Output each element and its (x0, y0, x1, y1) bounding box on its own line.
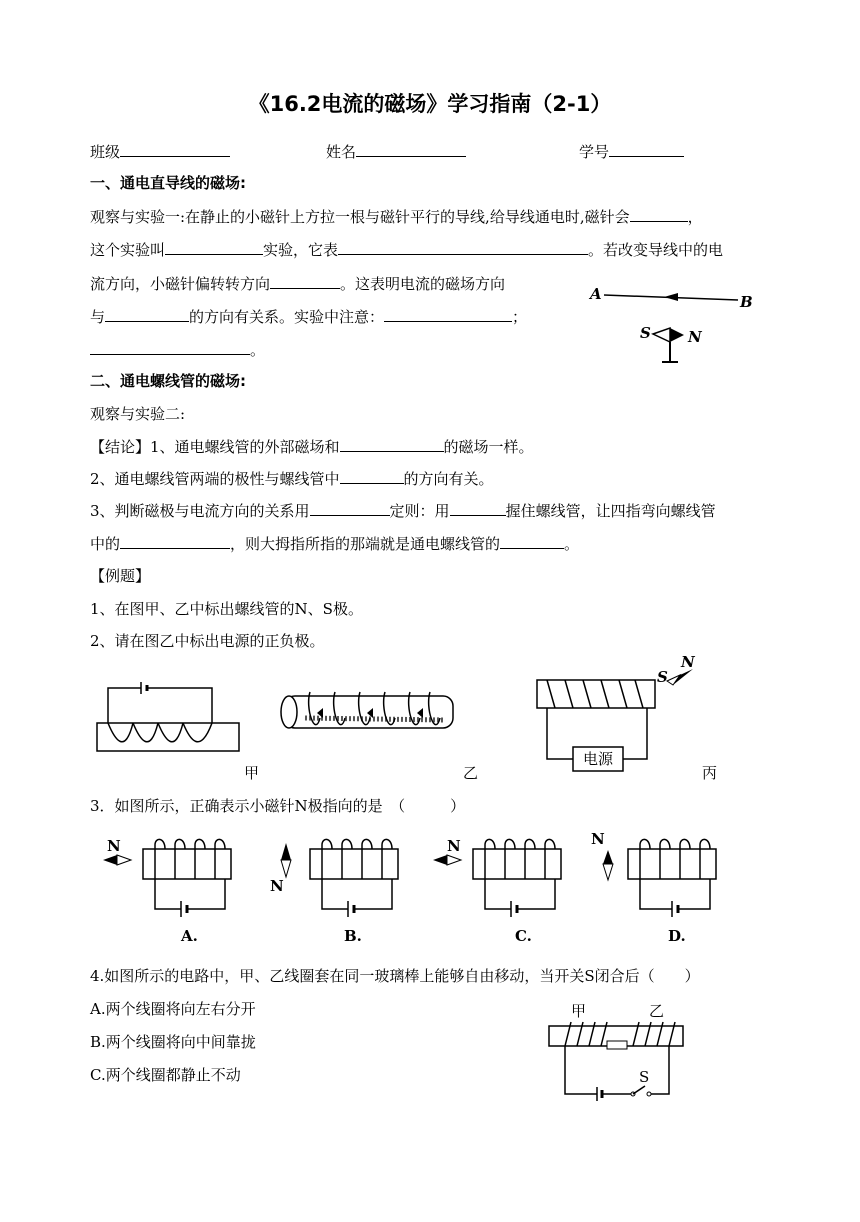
q4-wire-l (565, 1046, 597, 1094)
q3a-core (143, 849, 231, 879)
q3d-needle-s-icon (603, 864, 613, 880)
wire-label-a: A (590, 285, 602, 303)
s2-c4a: 中的 (90, 535, 121, 553)
s2-c2 (90, 467, 494, 489)
q3c-n-label: N (447, 837, 461, 855)
q3d-n-label: N (591, 830, 605, 848)
q3d-coil (640, 839, 710, 879)
s1-line3 (90, 272, 505, 294)
label-jia: 甲 (244, 764, 260, 782)
jia-wire-right (147, 688, 212, 723)
id-field (579, 140, 684, 162)
label-bing: 丙 (702, 764, 718, 782)
s1-line2 (90, 238, 723, 260)
s2-c1 (90, 435, 534, 457)
compass-needle-n-icon (670, 328, 684, 342)
figure-jia (95, 680, 245, 755)
s2-blank4[interactable] (450, 499, 506, 516)
s2-c4b: ，则大拇指所指的那端就是通电螺线管的 (230, 535, 501, 553)
q3b-needle-icon (281, 843, 291, 860)
jia-coil (108, 723, 212, 742)
q3b-wire-l (322, 879, 348, 909)
q4-option-b: B.两个线圈将向中间靠拢 (90, 1033, 256, 1051)
s2-c3b: 定则：用 (389, 502, 450, 520)
compass-label-n: N (688, 328, 702, 346)
compass-label-s: S (640, 324, 651, 342)
q3a-needle-s-icon (117, 855, 131, 865)
name-label: 姓名 (326, 143, 357, 161)
s1-line5 (90, 338, 265, 360)
s1-line2a: 这个实验叫 (90, 241, 166, 259)
wire-label-b: B (740, 293, 753, 311)
q3b-needle-s-icon (281, 860, 291, 877)
s1-line4a: 与 (90, 308, 106, 326)
q3d-label: D. (668, 927, 686, 945)
s2-blank5[interactable] (120, 532, 230, 549)
s2-c2b: 的方向有关。 (403, 470, 494, 488)
q3a-label: A. (181, 927, 198, 945)
q3c-needle-icon (433, 855, 447, 865)
wire-arrow-icon (664, 293, 678, 301)
s2-c2a: 2、通电螺线管两端的极性与螺线管中 (90, 470, 340, 488)
name-blank[interactable] (356, 140, 466, 157)
q3a-wire-l (155, 879, 181, 909)
s1-blank7[interactable] (90, 338, 250, 355)
q4-switch-contact (647, 1092, 651, 1096)
q3c-core (473, 849, 561, 879)
q4-text: 4.如图所示的电路中，甲、乙线圈套在同一玻璃棒上能够自由移动，当开关S闭合后（ ） (90, 967, 700, 985)
yi-rod-end (281, 696, 297, 728)
q3b-coil (322, 839, 392, 879)
q3-option-c (425, 835, 575, 945)
q3a-coil (155, 839, 225, 879)
s1-blank4[interactable] (270, 272, 340, 289)
q3c-coil (485, 839, 555, 879)
q4-label-jia: 甲 (571, 1002, 587, 1020)
s2-c1a: 【结论】1、通电螺线管的外部磁场和 (90, 438, 340, 456)
s1-line1-end: ， (687, 208, 703, 226)
section2-heading: 二、通电螺线管的磁场: (90, 372, 246, 390)
q4-label-yi: 乙 (649, 1002, 665, 1020)
compass-needle-icon (653, 328, 670, 342)
figure-bing (535, 655, 705, 775)
q3-text: 3．如图所示，正确表示小磁针N极指向的是 （ ） (90, 797, 466, 815)
q3b-n-label: N (270, 877, 284, 895)
class-blank[interactable] (120, 140, 230, 157)
q4-option-c: C.两个线圈都静止不动 (90, 1066, 241, 1084)
s2-c3a: 3、判断磁极与电流方向的关系用 (90, 502, 310, 520)
q4-gap (607, 1041, 627, 1049)
jia-wire-left (108, 688, 141, 723)
id-blank[interactable] (609, 140, 684, 157)
bing-power-label: 电源 (582, 750, 614, 768)
bing-coil (547, 680, 643, 708)
q3c-label: C. (515, 927, 532, 945)
s1-blank2[interactable] (165, 238, 263, 255)
q4-wire-r (651, 1046, 669, 1094)
q3c-needle-s-icon (447, 855, 461, 865)
q3d-wire-r (678, 879, 710, 909)
q3a-wire-r (187, 879, 225, 909)
s1-line5-end: 。 (250, 341, 266, 359)
q4-figure (545, 998, 695, 1103)
q3b-label: B. (344, 927, 362, 945)
q3d-wire-l (640, 879, 672, 909)
page-title: 《16.2电流的磁场》学习指南（2-1） (248, 92, 612, 116)
bing-core (537, 680, 655, 708)
s1-line2b: 实验，它表 (263, 241, 339, 259)
q3a-needle-icon (103, 855, 117, 865)
q3c-wire-l (485, 879, 511, 909)
s2-blank3[interactable] (310, 499, 390, 516)
q3b-wire-r (354, 879, 392, 909)
s2-c3 (90, 499, 716, 521)
name-field (326, 140, 466, 162)
q3b-core (310, 849, 398, 879)
s1-line4 (90, 305, 527, 327)
q3d-needle-icon (603, 850, 613, 864)
s2-c3c: 握住螺线管，让四指弯向螺线管 (505, 502, 716, 520)
s2-blank6[interactable] (500, 532, 564, 549)
example-q2: 2、请在图乙中标出电源的正负极。 (90, 632, 325, 650)
figure-yi (275, 688, 465, 748)
q3a-n-label: N (107, 837, 121, 855)
id-label: 学号 (579, 143, 610, 161)
class-label: 班级 (90, 143, 121, 161)
s1-blank1[interactable] (630, 205, 688, 222)
bing-label-s: S (657, 668, 668, 686)
label-yi: 乙 (463, 764, 479, 782)
s2-blank2[interactable] (340, 467, 404, 484)
section1-heading: 一、通电直导线的磁场: (90, 174, 246, 192)
s2-c4 (90, 532, 579, 554)
s2-blank1[interactable] (340, 435, 444, 452)
s1-line2c: 。若改变导线中的电 (588, 241, 724, 259)
s1-line1-text: 观察与实验一:在静止的小磁针上方拉一根与磁针平行的导线,给导线通电时,磁针会 (90, 208, 630, 226)
s2-c1b: 的磁场一样。 (443, 438, 534, 456)
example-q1: 1、在图甲、乙中标出螺线管的N、S极。 (90, 600, 363, 618)
q3-option-b (262, 835, 412, 945)
class-field (90, 140, 230, 162)
wire-compass-figure (588, 282, 758, 367)
bing-wire-right (623, 708, 647, 759)
examples-heading: 【例题】 (90, 567, 151, 585)
bing-label-n: N (681, 653, 695, 671)
jia-core (97, 723, 239, 751)
q3c-wire-r (517, 879, 555, 909)
s1-line3b: 。这表明电流的磁场方向 (340, 275, 506, 293)
q3d-core (628, 849, 716, 879)
s1-blank3[interactable] (338, 238, 588, 255)
s2-c4c: 。 (564, 535, 580, 553)
bing-wire-left (547, 708, 573, 759)
s1-line3a: 流方向，小磁针偏转转方向 (90, 275, 271, 293)
q3-option-d (588, 828, 738, 945)
s1-line1 (90, 205, 703, 227)
s1-blank5[interactable] (105, 305, 189, 322)
s2-obs: 观察与实验二: (90, 405, 186, 423)
q4-switch-icon[interactable] (633, 1086, 645, 1094)
q3-option-a (95, 835, 245, 945)
s1-line4b: 的方向有关系。实验中注意： (189, 308, 385, 326)
q4-label-s: S (639, 1068, 650, 1086)
s1-line4c: ； (512, 308, 528, 326)
s1-blank6[interactable] (384, 305, 512, 322)
q4-option-a: A.两个线圈将向左右分开 (90, 1000, 256, 1018)
